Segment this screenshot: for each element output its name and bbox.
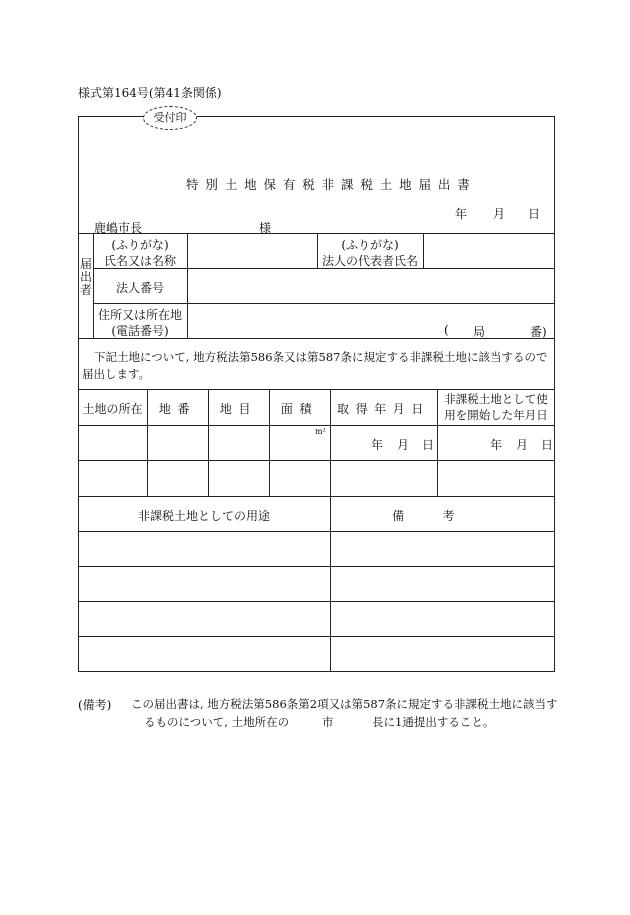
- header-land-category: 地目: [219, 402, 258, 416]
- phone-number: 番): [530, 325, 547, 339]
- footnote-city: 市: [322, 715, 334, 729]
- statement-line-1: 下記土地について, 地方税法第586条又は第587条に規定する非課税土地に該当するので: [94, 350, 548, 364]
- rule-rep-divider: [423, 233, 424, 268]
- acq-month: 月: [397, 438, 410, 452]
- rule-statement-bottom: [78, 389, 555, 390]
- rule-land-header: [78, 425, 555, 426]
- rule-corp-bottom: [93, 303, 555, 304]
- start-day: 日: [541, 438, 554, 452]
- corp-number-label: 法人番号: [115, 281, 164, 295]
- address-label: 住所又は所在地: [97, 308, 182, 322]
- date-day: 日: [528, 207, 541, 221]
- rule-usage-header: [78, 531, 555, 532]
- rep-furigana-label: (ふりがな): [341, 238, 399, 252]
- header-acquisition-date: 取得年月日: [336, 402, 430, 416]
- honorific: 様: [259, 221, 272, 235]
- rule-usage-row1: [78, 566, 555, 567]
- date-month: 月: [493, 207, 506, 221]
- applicant-section-label: 届出者: [79, 257, 92, 297]
- header-area: 面積: [280, 402, 319, 416]
- name-label: 氏名又は名称: [103, 254, 176, 268]
- rule-label-divider: [187, 233, 188, 338]
- start-year: 年: [490, 438, 503, 452]
- header-use-start-line-2: 用を開始した年月日: [444, 408, 548, 422]
- area-unit: m²: [315, 427, 326, 436]
- addressee: 鹿嶋市長: [94, 221, 143, 235]
- header-use-start-line-1: 非課税土地として使: [444, 392, 548, 406]
- date-year: 年: [455, 207, 468, 221]
- statement-line-2: 届出します。: [82, 367, 151, 381]
- phone-label: (電話番号): [111, 324, 169, 338]
- reception-stamp: 受付印: [143, 106, 197, 130]
- document-title: 特別土地保有税非課税土地届出書: [186, 177, 477, 192]
- acq-year: 年: [371, 438, 384, 452]
- footnote-line-2: るものについて, 土地所在の: [144, 715, 290, 729]
- rule-usage-row3: [78, 636, 555, 637]
- rep-name-label: 法人の代表者氏名: [321, 254, 418, 268]
- rule-land-row1: [78, 460, 555, 461]
- rule-usage-row2: [78, 601, 555, 602]
- header-land-location: 土地の所在: [82, 402, 143, 416]
- header-remarks: 備考: [392, 509, 493, 523]
- phone-exchange: 局: [473, 325, 486, 339]
- rule-land-col4: [330, 389, 331, 672]
- footnote-line-1: この届出書は, 地方税法第586条第2項又は第587条に規定する非課税土地に該当す: [131, 697, 558, 711]
- start-month: 月: [516, 438, 529, 452]
- form-number: 様式第164号(第41条関係): [78, 86, 222, 100]
- header-usage: 非課税土地としての用途: [137, 509, 270, 523]
- furigana-label: (ふりがな): [111, 238, 169, 252]
- acq-day: 日: [422, 438, 435, 452]
- phone-paren-open: (: [444, 323, 449, 337]
- footnote-line-2-end: 長に1通提出すること。: [372, 715, 495, 729]
- header-lot-number: 地番: [158, 402, 197, 416]
- footnote-label: (備考): [78, 698, 112, 712]
- rule-land-row2: [78, 496, 555, 497]
